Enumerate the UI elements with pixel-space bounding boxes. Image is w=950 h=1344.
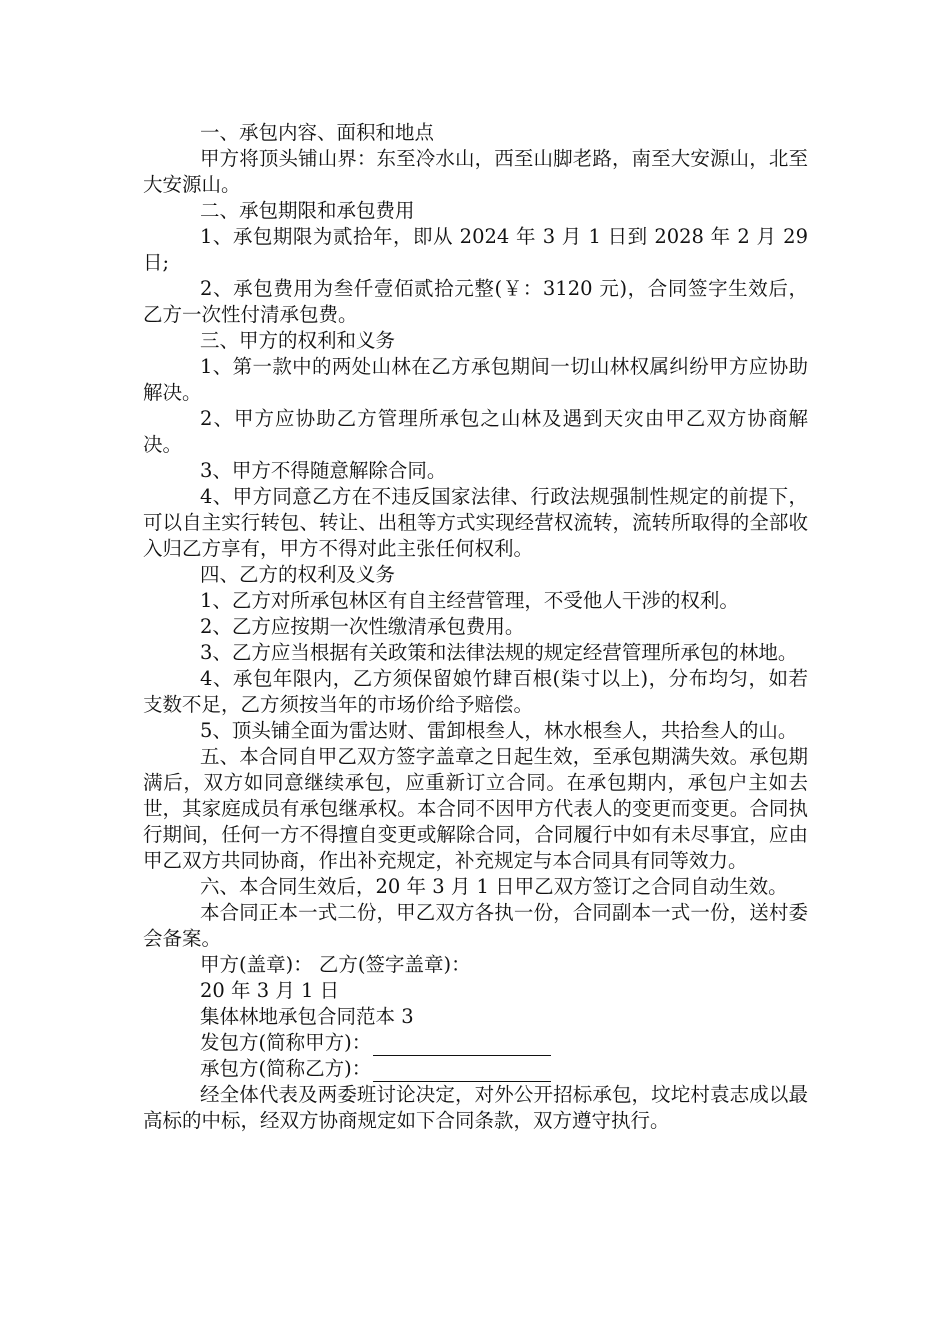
party-a-line [143,1030,808,1056]
section-heading: 四、乙方的权利及义务 [200,563,396,586]
paragraph: 1、乙方对所承包林区有自主经营管理，不受他人干涉的权利。 [200,589,739,612]
paragraph: 3、乙方应当根据有关政策和法律法规的规定经营管理所承包的林地。 [200,641,798,664]
section-heading: 三、甲方的权利和义务 [200,329,396,352]
paragraph: 2、承包费用为叁仟壹佰贰拾元整(￥：3120 元)，合同签字生效后，乙方一次性付清承包费。 [143,277,808,326]
paragraph: 甲方将顶头铺山界：东至冷水山，西至山脚老路，南至大安源山，北至大安源山。 [143,147,808,196]
contract-title: 集体林地承包合同范本 3 [200,1005,414,1028]
party-b-label: 承包方(简称乙方)： [200,1057,372,1080]
paragraph: 1、第一款中的两处山林在乙方承包期间一切山林权属纠纷甲方应协助解决。 [143,355,808,404]
paragraph: 4、承包年限内，乙方须保留娘竹肆百根(柒寸以上)，分布均匀，如若支数不足，乙方须按当年的市场价给予赔偿。 [143,667,808,716]
party-a-blank [373,1035,551,1056]
party-b-line [143,1056,808,1082]
section-heading: 一、承包内容、面积和地点 [200,121,435,144]
paragraph: 1、承包期限为贰拾年，即从 2024 年 3 月 1 日到 2028 年 2 月 29 日; [143,225,808,274]
date-line: 20 年 3 月 1 日 [200,979,340,1002]
paragraph: 3、甲方不得随意解除合同。 [200,459,447,482]
party-a-label: 发包方(简称甲方)： [200,1031,372,1054]
paragraph: 2、甲方应协助乙方管理所承包之山林及遇到天灾由甲乙双方协商解决。 [143,407,808,456]
party-b-blank [373,1061,551,1082]
paragraph: 六、本合同生效后，20 年 3 月 1 日甲乙双方签订之合同自动生效。 [200,875,788,898]
paragraph: 5、顶头铺全面为雷达财、雷卸根叁人，林水根叁人，共拾叁人的山。 [200,719,798,742]
paragraph: 4、甲方同意乙方在不违反国家法律、行政法规强制性规定的前提下，可以自主实行转包、转让、出租等方式实现经营权流转，流转所取得的全部收入归乙方享有，甲方不得对此主张任何权利。 [143,485,808,560]
signature-line: 甲方(盖章)： 乙方(签字盖章)： [200,953,471,976]
paragraph: 五、本合同自甲乙双方签字盖章之日起生效，至承包期满失效。承包期满后，双方如同意继续承包，应重新订立合同。在承包期内，承包户主如去世，其家庭成员有承包继承权。本合同不因甲方代表人的变更而变更。合同执行期间，任何一方不得擅自变更或解除合同，合同履行中如有未尽事宜，应由甲乙双方共同协商，作出补充规定，补充规定与本合同具有同等效力。 [143,745,808,872]
paragraph: 2、乙方应按期一次性缴清承包费用。 [200,615,525,638]
closing-paragraph: 经全体代表及两委班讨论决定，对外公开招标承包，坟坨村袁志成以最高标的中标，经双方协商规定如下合同条款，双方遵守执行。 [143,1083,808,1132]
paragraph: 本合同正本一式二份，甲乙双方各执一份，合同副本一式一份，送村委会备案。 [143,901,808,950]
section-heading: 二、承包期限和承包费用 [200,199,415,222]
document-page [143,120,808,1134]
